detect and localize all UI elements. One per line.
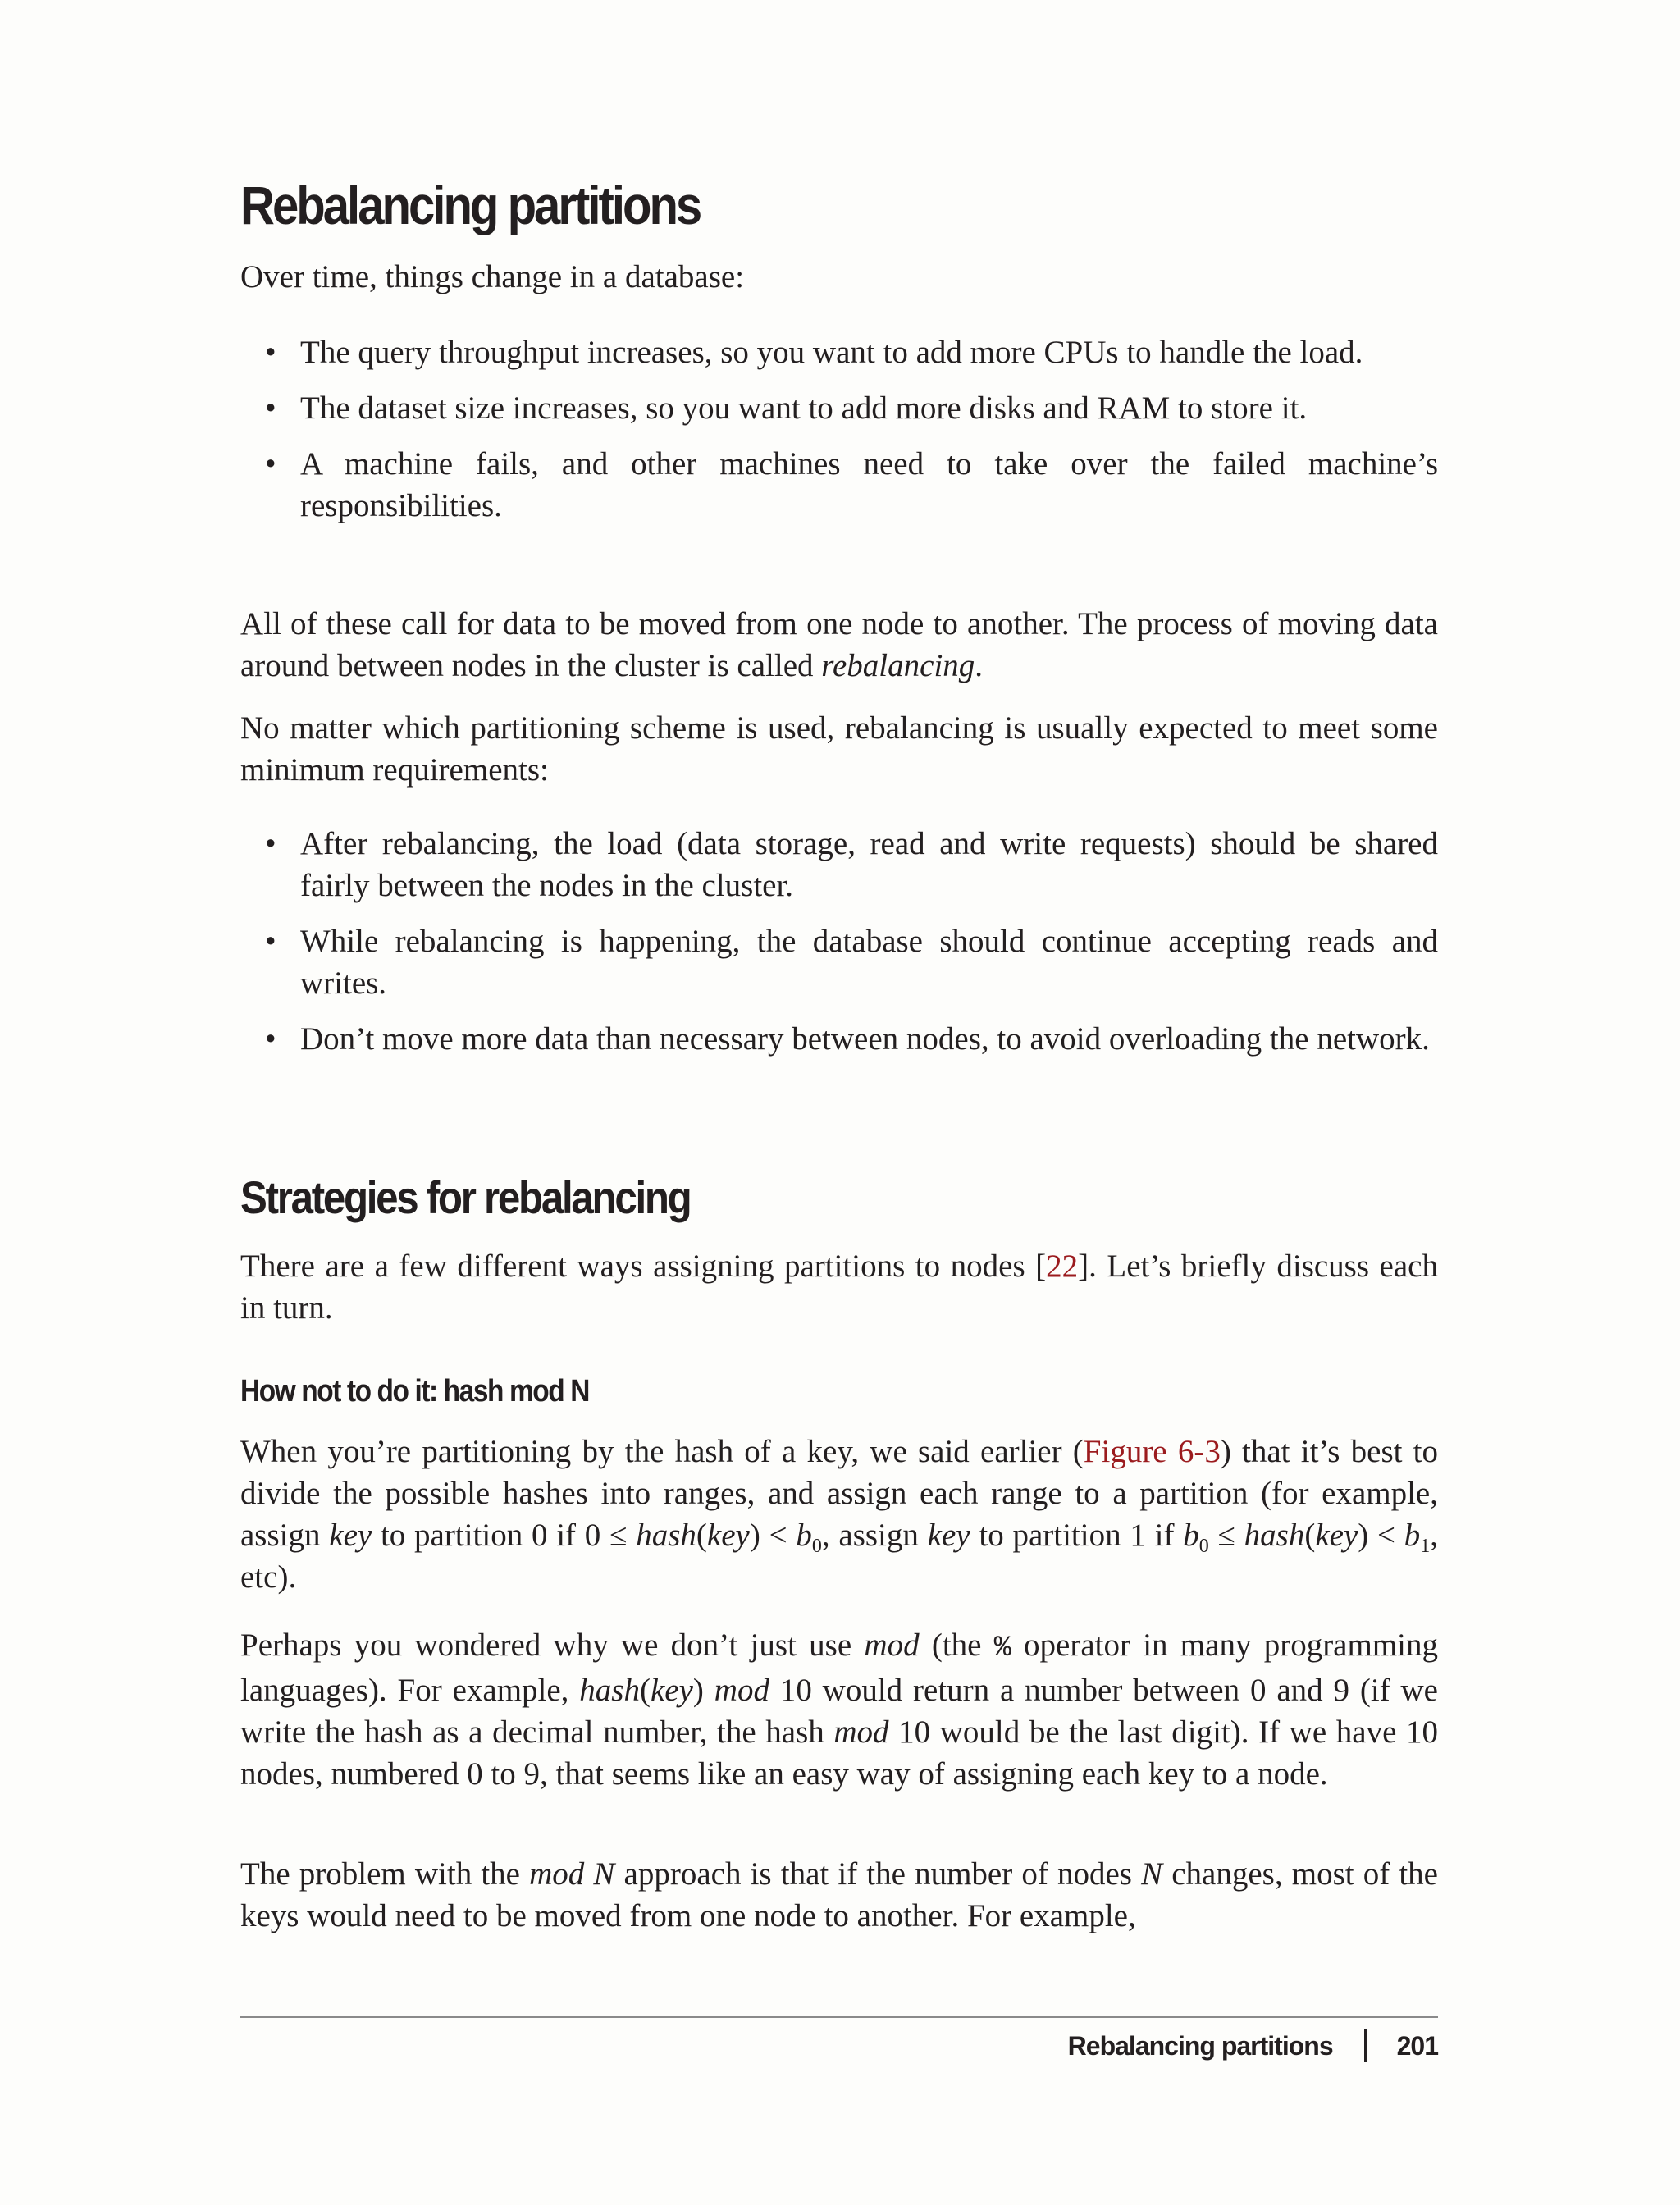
bullet-icon: • — [265, 826, 276, 861]
rebalancing-definition-paragraph: All of these call for data to be moved from one node to another. The process of moving data around between nodes in the cluster is called rebalancing. — [240, 606, 1438, 683]
list-item: • The query throughput increases, so you want to add more CPUs to handle the load. — [240, 331, 1438, 373]
list-item: • A machine fails, and other machines need to take over the failed machine’s responsibilities. — [240, 443, 1438, 527]
reference-link-22[interactable]: 22 — [1046, 1249, 1079, 1284]
list-item: • While rebalancing is happening, the database should continue accepting reads and writes. — [240, 920, 1438, 1004]
bullet-icon: • — [265, 1021, 276, 1057]
change-list — [240, 331, 1438, 527]
section-heading-strategies: Strategies for rebalancing — [240, 1171, 691, 1223]
footer-rule — [240, 2016, 1438, 2018]
strategies-paragraph: There are a few different ways assigning partitions to nodes [22]. Let’s briefly discuss each in turn. — [240, 1249, 1438, 1326]
bullet-icon: • — [265, 924, 276, 959]
list-item: • Don’t move more data than necessary between nodes, to avoid overloading the network. — [240, 1018, 1438, 1060]
requirements-paragraph: No matter which partitioning scheme is used, rebalancing is usually expected to meet some minimum requirements: — [240, 710, 1438, 788]
list-item: • The dataset size increases, so you want to add more disks and RAM to store it. — [240, 387, 1438, 429]
bullet-icon: • — [265, 446, 276, 482]
bullet-icon: • — [265, 390, 276, 426]
footer-separator — [1364, 2029, 1367, 2062]
figure-6-3-link[interactable]: Figure 6-3 — [1083, 1434, 1221, 1469]
list-item: • After rebalancing, the load (data storage, read and write requests) should be shared fairly between the nodes in the cluster. — [240, 823, 1438, 906]
page-number: 201 — [1396, 2031, 1438, 2061]
bullet-icon: • — [265, 335, 276, 370]
mod-operator-paragraph: Perhaps you wondered why we don’t just use mod (the % operator in many programming languages). For example, hash(key) mod 10 would return a number between 0 and 9 (if we write the hash as a decimal number, the hash mod 10 would be the last digit). If we have 10 nodes, numbered 0 to 9, that seems like an easy way of assigning each key to a node. — [240, 1628, 1439, 1792]
subsection-heading-hash-mod-n: How not to do it: hash mod N — [240, 1374, 589, 1408]
requirements-list — [240, 823, 1438, 1060]
intro-paragraph: Over time, things change in a database: — [240, 259, 745, 294]
hash-ranges-paragraph: When you’re partitioning by the hash of a key, we said earlier (Figure 6-3) that it’s best to divide the possible hashes into ranges, and assign each range to a partition (for example, assign key to partition 0 if 0 ≤ hash(key) < $b_0$, assign key to partition 1 if $b_0$ ≤ hash(key) < $b_1$, etc). — [240, 1434, 1439, 1595]
footer-section-title: Rebalancing partitions — [1067, 2031, 1333, 2061]
page-footer — [1068, 2028, 1438, 2064]
mod-n-problem-paragraph: The problem with the mod N approach is that if the number of nodes N changes, most of the keys would need to be moved from one node to another. For example, — [240, 1856, 1438, 1933]
section-heading-rebalancing: Rebalancing partitions — [240, 175, 701, 235]
